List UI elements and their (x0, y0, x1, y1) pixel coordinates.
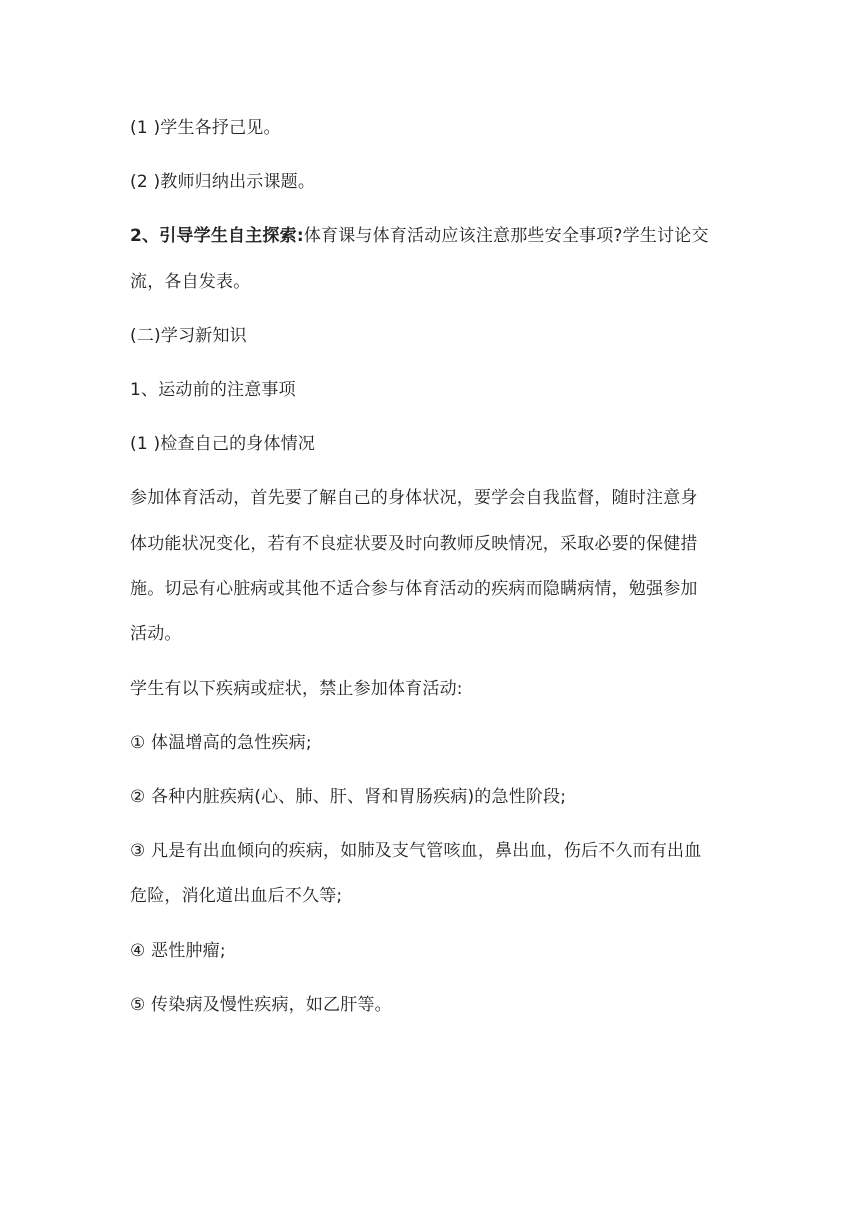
paragraph-line: (2 )教师归纳出示课题。 (130, 172, 316, 192)
paragraph-line: (1 )学生各抒己见。 (130, 118, 281, 138)
item-heading: (1 )检查自己的身体情况 (130, 434, 316, 454)
paragraph-line: 参加体育活动，首先要了解自己的身体状况，要学会自我监督，随时注意身 (130, 488, 698, 508)
paragraph-line: 流，各自发表。 (130, 272, 251, 292)
list-item: ② 各种内脏疾病(心、肺、肝、肾和胃肠疾病)的急性阶段; (130, 787, 567, 807)
list-item-continuation: 危险，消化道出血后不久等; (130, 886, 343, 906)
list-item: ⑤ 传染病及慢性疾病，如乙肝等。 (130, 995, 392, 1015)
paragraph-line: 活动。 (130, 624, 182, 644)
paragraph-text: 体育课与体育活动应该注意那些安全事项?学生讨论交 (303, 226, 709, 246)
paragraph-line: 学生有以下疾病或症状，禁止参加体育活动: (130, 679, 463, 699)
list-item: ① 体温增高的急性疾病; (130, 733, 312, 753)
paragraph-line: 施。切忌有心脏病或其他不适合参与体育活动的疾病而隐瞒病情，勉强参加 (130, 579, 698, 599)
paragraph-line: 体功能状况变化，若有不良症状要及时向教师反映情况，采取必要的保健措 (130, 534, 698, 554)
subsection-heading: 1、运动前的注意事项 (130, 380, 296, 400)
paragraph-line (130, 224, 740, 248)
list-item: ④ 恶性肿瘤; (130, 941, 226, 961)
bold-heading: 2、引导学生自主探索: (130, 226, 304, 246)
list-item: ③ 凡是有出血倾向的疾病，如肺及支气管咳血，鼻出血，伤后不久而有出血 (130, 841, 702, 861)
section-heading: (二)学习新知识 (130, 326, 247, 346)
